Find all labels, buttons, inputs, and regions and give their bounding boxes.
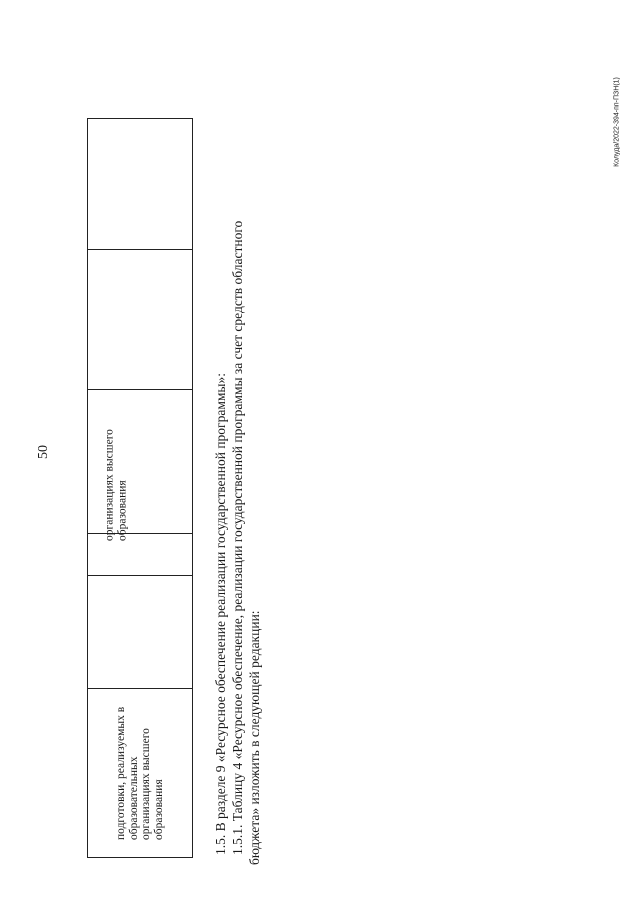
table-divider xyxy=(88,389,192,390)
table-divider xyxy=(88,575,192,576)
paragraph-instruction-line1: 1.5.1. Таблицу 4 «Ресурсное обеспечение, реализации государственной программы за счет средств областного xyxy=(230,220,245,855)
document-code: Колуда/2022-394-пп-ПЗН(1) xyxy=(613,77,621,167)
table-divider xyxy=(88,249,192,250)
page-number: 50 xyxy=(36,445,51,459)
table-divider xyxy=(88,688,192,689)
paragraph-section-heading: 1.5. В разделе 9 «Ресурсное обеспечение реализации государственной программы»: xyxy=(213,373,228,855)
paragraph-instruction-line2: бюджета» изложить в следующей редакции: xyxy=(247,610,262,865)
table-cell: подготовки, реализуемых в образовательных организациях высшего образования xyxy=(115,706,165,840)
table-cell: организациях высшего образования xyxy=(103,429,128,541)
table-fragment xyxy=(87,118,193,858)
body-text xyxy=(212,95,263,865)
